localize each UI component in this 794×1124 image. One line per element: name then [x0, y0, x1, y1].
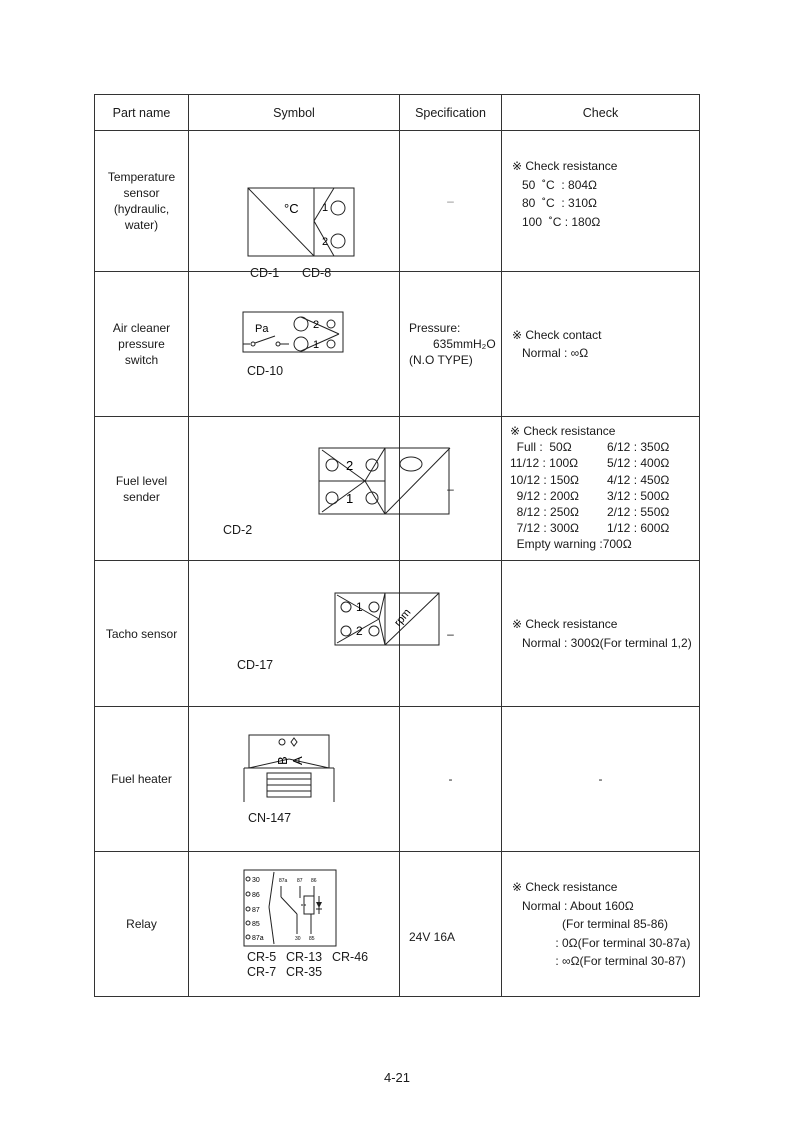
symbol-label: 2 — [356, 624, 363, 638]
check-pair-row — [510, 504, 699, 520]
component-code: CR-5 — [247, 950, 277, 964]
spec-cell — [400, 561, 502, 707]
check-pair-row — [510, 455, 699, 471]
part-name-line: Air cleaner — [112, 321, 171, 335]
symbol-cell — [189, 272, 400, 417]
part-name-line: (hydraulic, — [113, 202, 170, 216]
symbol-label: 30 — [252, 877, 260, 884]
check-pair-left: 11/12 : 100Ω — [510, 456, 579, 471]
check-pair-left: 9/12 : 200Ω — [510, 488, 580, 503]
part-name-cell — [95, 707, 189, 852]
symbol-cell — [189, 131, 400, 280]
part-name-cell — [95, 131, 189, 272]
check-line: ※ Check resistance — [512, 617, 618, 631]
component-code: CD-1 — [250, 266, 280, 280]
tacho-sensor-symbol — [189, 561, 414, 706]
check-line: : 0Ω(For terminal 30-87a) — [512, 935, 691, 950]
check-pair-left: 8/12 : 250Ω — [510, 505, 580, 520]
check-line: ※ Check resistance — [512, 880, 618, 894]
part-name-line: Relay — [126, 917, 157, 931]
part-name-line: Temperature — [107, 170, 176, 184]
fuel-level-sender-symbol — [189, 417, 399, 560]
check-cell — [502, 852, 700, 997]
component-code: CR-13 — [286, 950, 323, 964]
part-name-cell — [95, 852, 189, 997]
symbol-label: B — [275, 756, 290, 765]
check-line: Normal : ∞Ω — [512, 346, 589, 360]
check-pair-row — [510, 439, 699, 455]
spec-line: – — [447, 194, 454, 208]
spec-table — [94, 94, 700, 997]
spec-line: (N.O TYPE) — [409, 353, 473, 367]
symbol-label: 85 — [309, 936, 315, 942]
check-cell — [502, 417, 700, 561]
check-cell — [502, 707, 700, 852]
symbol-label: rpm — [392, 606, 414, 629]
symbol-label: 87a — [279, 878, 288, 884]
part-name-line: Fuel level — [115, 473, 168, 488]
fuel-heater-symbol — [189, 707, 399, 851]
part-name-line: sensor — [123, 186, 160, 200]
symbol-cell — [189, 417, 400, 561]
header-symbol: Symbol — [189, 95, 400, 131]
component-code: CD-17 — [237, 658, 274, 672]
spec-line: – — [447, 481, 454, 496]
check-pairs — [510, 439, 699, 536]
header-specification: Specification — [400, 95, 502, 131]
symbol-label: °C — [284, 201, 299, 216]
pressure-switch-symbol — [189, 272, 399, 416]
check-pair-right: 4/12 : 450Ω — [607, 472, 670, 487]
spec-line: Pressure: — [409, 321, 461, 335]
check-cell — [502, 272, 700, 417]
symbol-label: 1 — [346, 491, 354, 506]
part-name-line: Tacho sensor — [105, 626, 178, 641]
check-pair-row — [510, 488, 699, 504]
symbol-label: 86 — [252, 892, 260, 899]
table-row — [95, 852, 700, 997]
spec-line: – — [447, 626, 454, 641]
symbol-label: 1 — [322, 202, 329, 214]
temperature-sensor-symbol — [189, 131, 399, 271]
check-line: ※ Check resistance — [512, 159, 618, 173]
header-row — [95, 95, 700, 131]
check-line: - — [598, 771, 603, 786]
table-row — [95, 417, 700, 561]
spec-line: 24V 16A — [409, 930, 456, 944]
symbol-label: 87 — [252, 907, 260, 914]
part-name-line: water) — [124, 218, 159, 232]
part-name-line: pressure switch — [118, 337, 165, 367]
part-name-cell — [95, 272, 189, 417]
component-code: CR-35 — [286, 965, 323, 979]
symbol-label: 86 — [311, 878, 317, 884]
component-code: CD-8 — [302, 266, 332, 280]
spec-cell — [400, 131, 502, 272]
spec-cell — [400, 272, 502, 417]
component-code: CN-147 — [248, 811, 292, 825]
symbol-cell — [189, 561, 414, 707]
spec-line: - — [448, 772, 453, 786]
part-name-cell — [95, 417, 189, 561]
check-pair-right: 3/12 : 500Ω — [607, 488, 670, 503]
component-code: CR-7 — [247, 965, 277, 979]
symbol-label: 2 — [313, 319, 320, 331]
check-pair-left: 7/12 : 300Ω — [510, 521, 580, 536]
symbol-label: A — [290, 756, 305, 765]
symbol-label: 87 — [297, 878, 303, 884]
symbol-label: 2 — [346, 458, 354, 473]
check-line: Normal : 300Ω(For terminal 1,2) — [512, 635, 692, 650]
table-row — [95, 131, 700, 272]
component-code: CD-10 — [247, 364, 284, 378]
symbol-label: 85 — [252, 921, 260, 928]
symbol-label: 2 — [322, 236, 329, 248]
check-line: : ∞Ω(For terminal 30-87) — [512, 954, 686, 968]
table-row — [95, 561, 700, 707]
check-line: Empty warning :700Ω — [510, 537, 632, 552]
symbol-label: Pa — [255, 323, 269, 335]
symbol-cell — [189, 852, 400, 997]
check-line: ※ Check contact — [512, 327, 602, 342]
symbol-label: 1 — [313, 339, 320, 351]
spec-line: 635mmH₂O — [433, 337, 496, 351]
spec-cell — [400, 707, 502, 852]
check-pair-left: Full : 50Ω — [510, 440, 572, 455]
component-code: CD-2 — [223, 523, 253, 537]
check-pair-right: 2/12 : 550Ω — [607, 505, 670, 520]
check-line: 50 ˚C : 804Ω — [512, 177, 598, 192]
symbol-label: 30 — [295, 936, 301, 942]
check-cell — [502, 131, 700, 272]
check-title: ※ Check resistance — [510, 424, 616, 438]
check-line: (For terminal 85-86) — [512, 917, 669, 931]
check-pair-right: 6/12 : 350Ω — [607, 440, 670, 455]
header-part-name: Part name — [95, 95, 189, 131]
page-number: 4-21 — [383, 1070, 411, 1085]
component-code: CR-46 — [332, 950, 369, 964]
check-pair-right: 5/12 : 400Ω — [607, 456, 670, 471]
symbol-cell — [189, 707, 400, 852]
symbol-label: 87a — [252, 935, 264, 942]
spec-cell — [400, 852, 502, 997]
check-pair-row — [510, 520, 699, 536]
check-pair-right: 1/12 : 600Ω — [607, 521, 670, 536]
header-check: Check — [502, 95, 700, 131]
check-cell — [502, 561, 700, 707]
part-name-line: sender — [123, 489, 160, 504]
check-pair-row — [510, 472, 699, 488]
table-row — [95, 707, 700, 852]
part-name-cell — [95, 561, 189, 707]
check-line: 100 ˚C : 180Ω — [512, 214, 601, 229]
check-pair-left: 10/12 : 150Ω — [510, 472, 580, 487]
table-row — [95, 272, 700, 417]
check-line: 80 ˚C : 310Ω — [512, 196, 598, 210]
check-line: Normal : About 160Ω — [512, 898, 634, 913]
spec-cell — [400, 417, 502, 561]
part-name-line: Fuel heater — [111, 772, 172, 786]
symbol-label: 1 — [356, 600, 363, 614]
